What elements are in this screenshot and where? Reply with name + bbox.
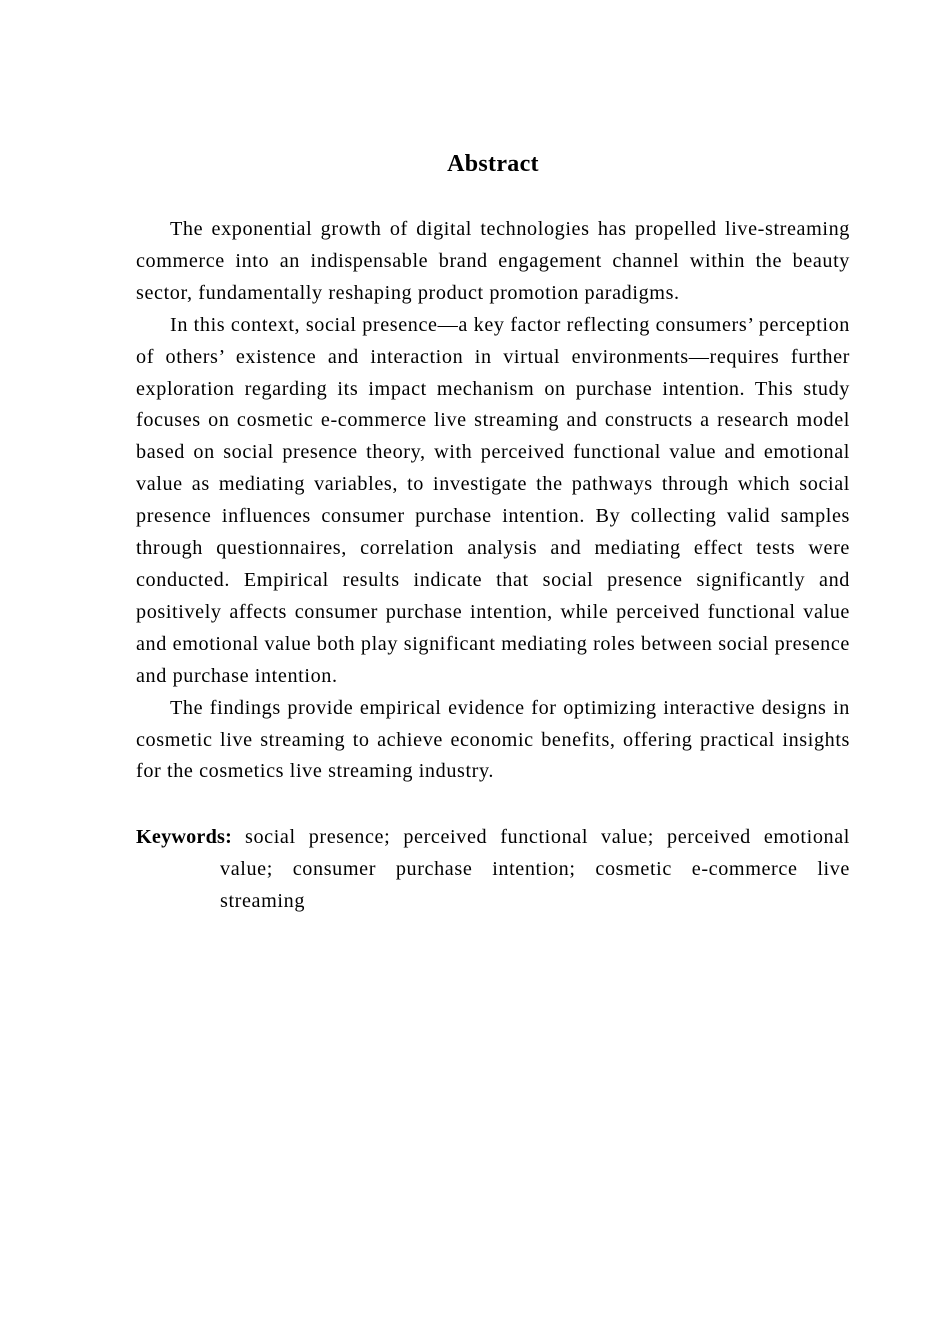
keywords-list: social presence; perceived functional value; perceived emotional value; consumer purchase intention; cosmetic e-commerce live streaming — [220, 826, 850, 912]
abstract-paragraph-2: In this context, social presence—a key factor reflecting consumers’ perception of others’ existence and interaction in virtual environments—requires further exploration regarding its impact mechanism on purchase intention. This study focuses on cosmetic e-commerce live streaming and constructs a research model based on social presence theory, with perceived functional value and emotional value as mediating variables, to investigate the pathways through which social presence influences consumer purchase intention. By collecting valid samples through questionnaires, correlation analysis and mediating effect tests were conducted. Empirical results indicate that social presence significantly and positively affects consumer purchase intention, while perceived functional value and emotional value both play significant mediating roles between social presence and purchase intention. — [136, 313, 850, 687]
abstract-page — [136, 146, 850, 917]
abstract-paragraph-1: The exponential growth of digital technologies has propelled live-streaming commerce into an indispensable brand engagement channel within the beauty sector, fundamentally reshaping product promotion paradigms. — [136, 218, 850, 304]
keywords-label: Keywords: — [136, 826, 232, 849]
keywords-block — [136, 822, 850, 917]
abstract-title: Abstract — [447, 151, 539, 177]
abstract-paragraph-3: The findings provide empirical evidence for optimizing interactive designs in cosmetic live streaming to achieve economic benefits, offering practical insights for the cosmetics live streaming industry. — [136, 696, 850, 783]
